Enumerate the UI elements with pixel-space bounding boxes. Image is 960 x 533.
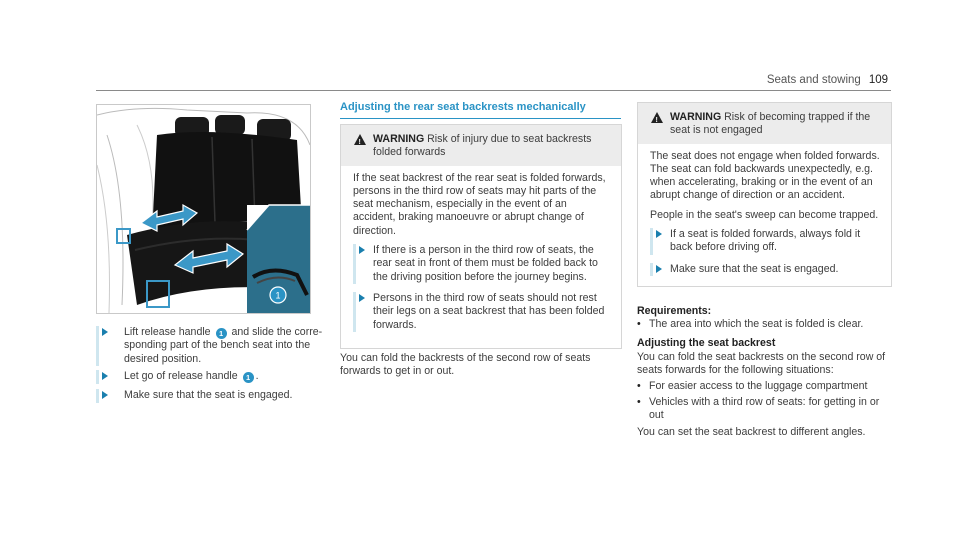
- warning-header: ! WARNING Risk of injury due to seat backrests folded forwards: [341, 125, 621, 166]
- bullet-item: • Vehicles with a third row of seats: for getting in or out: [637, 396, 884, 423]
- intro-paragraph: You can fold the seat backrests on the second row of seats forwards for the following situations:: [637, 351, 886, 377]
- running-header: [767, 74, 888, 86]
- bullet-item: • For easier access to the luggage compartment: [637, 380, 904, 393]
- warning-step: Persons in the third row of seats should not rest their legs on a seat backrest that has been folded forwards.: [353, 292, 611, 332]
- step-arrow-icon: [102, 391, 108, 399]
- release-handle-detail-inset: [247, 205, 310, 313]
- callout-1-marker: 1: [216, 328, 227, 339]
- step-check-engaged: Make sure that the seat is engaged.: [96, 389, 334, 402]
- header-rule: [96, 90, 891, 91]
- subheading-adjusting-backrest: Adjusting the seat backrest: [637, 337, 776, 349]
- step-arrow-icon: [102, 328, 108, 336]
- step-arrow-icon: [656, 230, 662, 238]
- warning-step: If there is a person in the third row of seats, the rear seat in front of them must be folded back to the driving position before the journey begins.: [353, 244, 611, 284]
- section-title: Adjusting the rear seat backrests mechanically: [340, 101, 586, 113]
- fold-backrests-paragraph: You can fold the backrests of the second row of seats forwards to get in or out.: [340, 352, 591, 378]
- step-let-go-handle: Let go of release handle 1 .: [96, 370, 334, 383]
- warning-box-trapped: [637, 102, 892, 287]
- requirement-item: • The area into which the seat is folded is clear.: [637, 318, 899, 331]
- warning-box-folded-backrests: [340, 124, 622, 349]
- warning-body-2: People in the seat's sweep can become trapped.: [650, 208, 879, 221]
- section-title-rule: [340, 118, 621, 119]
- step-arrow-icon: [359, 294, 365, 302]
- warning-triangle-icon: [354, 134, 366, 145]
- warning-step: Make sure that the seat is engaged.: [650, 263, 881, 276]
- step-arrow-icon: [102, 372, 108, 380]
- callout-1: 1: [275, 290, 281, 301]
- warning-triangle-icon: [651, 112, 663, 123]
- section-name: Seats and stowing: [766, 74, 861, 86]
- warning-header: ! WARNING Risk of becoming trapped if the seat is not engaged: [638, 103, 891, 144]
- closing-paragraph: You can set the seat backrest to different angles.: [637, 426, 866, 438]
- warning-body: If the seat backrest of the rear seat is folded forwards, persons in the third row of seats may hit parts of the seat mechanism, especially in the event of an accident, braking manoeuvre or abrupt change of direction.: [353, 171, 606, 237]
- warning-step: If a seat is folded forwards, always fold it back before driving off.: [650, 228, 881, 255]
- page-number: 109: [868, 74, 888, 86]
- requirements-label: Requirements:: [637, 305, 712, 317]
- rear-seat-illustration: [96, 104, 311, 314]
- step-arrow-icon: [656, 265, 662, 273]
- rear-bench-seat-drawing: [97, 105, 310, 313]
- warning-body: The seat does not engage when folded forwards. The seat can fold backwards unexpectedly, e.g. when accelerating, braking or in the event of an abrupt change of direction or an accident.: [650, 149, 880, 202]
- step-lift-release-handle: Lift release handle 1 and slide the corresponding part of the bench seat into the desired position.: [96, 326, 334, 366]
- callout-1-marker: 1: [243, 372, 254, 383]
- step-arrow-icon: [359, 246, 365, 254]
